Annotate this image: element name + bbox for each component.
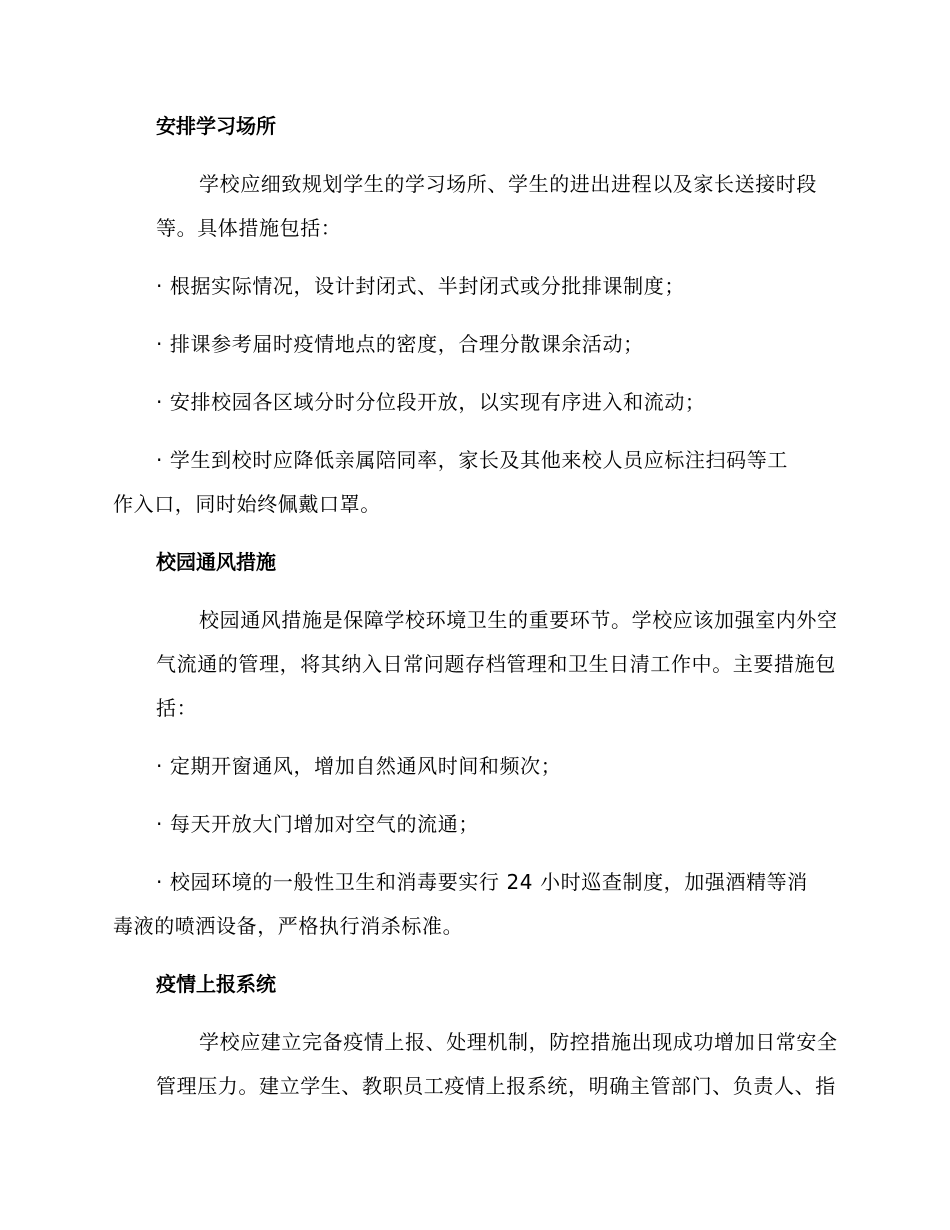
section-intro-paragraph: [113, 598, 838, 730]
bullet-item: [113, 802, 833, 846]
bullet-line: · 学生到校时应降低亲属陪同率，家长及其他来校人员应标注扫码等工: [156, 448, 788, 472]
bullet-line: 毒液的喷洒设备，严格执行消杀标准。: [113, 914, 464, 938]
bullet-item: [113, 380, 833, 424]
bullet-item: [113, 264, 833, 308]
paragraph-line: 学校应建立完备疫情上报、处理机制，防控措施出现成功增加日常安全: [199, 1030, 838, 1054]
bullet-line: · 根据实际情况，设计封闭式、半封闭式或分批排课制度；: [156, 274, 685, 298]
section-intro-paragraph: [113, 162, 833, 250]
section-heading-study-places: 安排学习场所: [156, 114, 276, 138]
paragraph-line: 等。具体措施包括：: [156, 216, 342, 240]
bullet-line: · 定期开窗通风，增加自然通风时间和频次；: [156, 754, 562, 778]
paragraph-line: 管理压力。建立学生、教职员工疫情上报系统，明确主管部门、负责人、指: [156, 1074, 836, 1098]
bullet-line: · 每天开放大门增加对空气的流通；: [156, 812, 479, 836]
bullet-line: 作入口，同时始终佩戴口罩。: [113, 492, 381, 516]
document-page: [113, 104, 838, 1122]
paragraph-line: 气流通的管理，将其纳入日常问题存档管理和卫生日清工作中。主要措施包: [156, 652, 836, 676]
section-intro-paragraph: [113, 1020, 838, 1108]
bullet-item: [113, 322, 833, 366]
paragraph-line: 学校应细致规划学生的学习场所、学生的进出进程以及家长送接时段: [199, 172, 817, 196]
section-heading-ventilation: 校园通风措施: [156, 550, 276, 574]
paragraph-line: 校园通风措施是保障学校环境卫生的重要环节。学校应该加强室内外空: [199, 608, 838, 632]
bullet-line: · 排课参考届时疫情地点的密度，合理分散课余活动；: [156, 332, 644, 356]
paragraph-line: 括：: [156, 696, 198, 720]
bullet-item: [113, 744, 833, 788]
section-heading-reporting-system: 疫情上报系统: [156, 972, 276, 996]
bullet-line: · 校园环境的一般性卫生和消毒要实行 24 小时巡查制度，加强酒精等消: [156, 870, 808, 894]
bullet-item: [113, 860, 833, 948]
bullet-item: [113, 438, 833, 526]
bullet-line: · 安排校园各区域分时分位段开放，以实现有序进入和流动；: [156, 390, 706, 414]
